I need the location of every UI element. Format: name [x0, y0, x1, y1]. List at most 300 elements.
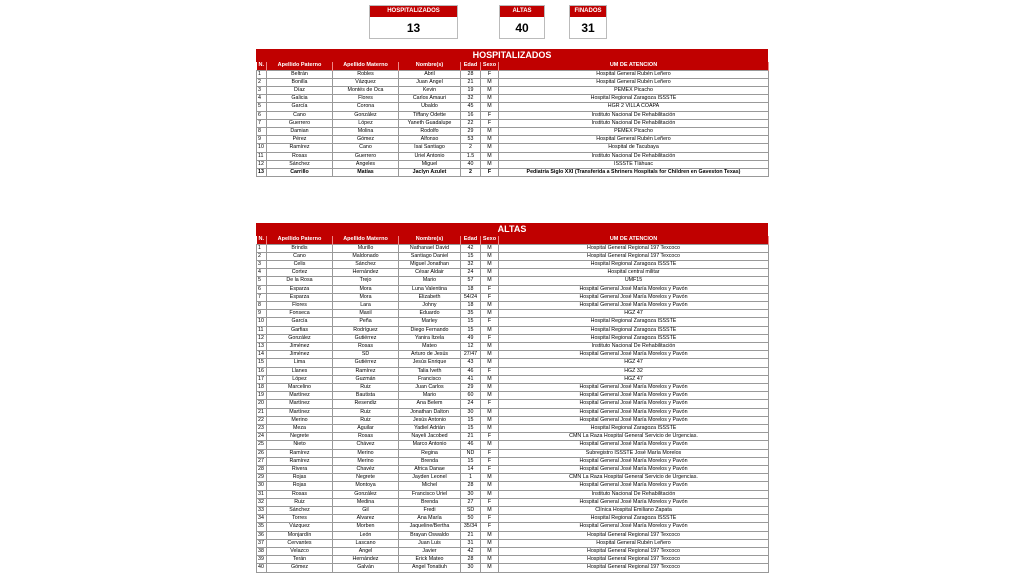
table-row [257, 269, 769, 277]
cell-apellido-materno: Ángel [333, 548, 399, 556]
cell-nombres: Uriel Antonio [399, 152, 461, 160]
cell-um-atencion: ISSSTE Tlàhuac [499, 160, 769, 168]
cell-um-atencion: Hospital General José María Morelos y Pavón [499, 408, 769, 416]
cell-apellido-materno: Merino [333, 457, 399, 465]
cell-n: 19 [257, 392, 267, 400]
cell-n: 11 [257, 152, 267, 160]
cell-edad: 60 [461, 392, 481, 400]
cell-edad: 22 [461, 119, 481, 127]
cell-apellido-materno: Trejo [333, 277, 399, 285]
cell-um-atencion: Hospital Regional Zaragoza ISSSTE [499, 260, 769, 268]
cell-nombres: Tiffany Odette [399, 111, 461, 119]
cell-edad: 18 [461, 301, 481, 309]
cell-sexo: M [481, 310, 499, 318]
cell-edad: 19 [461, 86, 481, 94]
cell-edad: 21 [461, 78, 481, 86]
cell-um-atencion: Hospital Regional Zaragoza ISSSTE [499, 334, 769, 342]
cell-um-atencion: Hospital General Regional 197 Texcoco [499, 556, 769, 564]
cell-apellido-paterno: Vázquez [267, 523, 333, 531]
cell-n: 27 [257, 457, 267, 465]
table-row [257, 392, 769, 400]
cell-n: 35 [257, 523, 267, 531]
cell-nombres: Brayan Oswaldo [399, 531, 461, 539]
cell-edad: 28 [461, 556, 481, 564]
cell-n: 20 [257, 400, 267, 408]
table-row [257, 375, 769, 383]
cell-apellido-paterno: Marcelino [267, 383, 333, 391]
cell-apellido-materno: Chávez [333, 441, 399, 449]
col-header-nombres: Nombre(s) [399, 236, 461, 244]
table-row [257, 359, 769, 367]
table-row [257, 539, 769, 547]
cell-nombres: Jesús Antonio [399, 416, 461, 424]
cell-apellido-materno: Robles [333, 70, 399, 78]
cell-um-atencion: Instituto Nacional De Rehabilitación [499, 490, 769, 498]
table-row [257, 70, 769, 78]
cell-edad: 15 [461, 326, 481, 334]
cell-apellido-materno: Matías [333, 168, 399, 176]
cell-n: 3 [257, 86, 267, 94]
cell-n: 1 [257, 244, 267, 252]
cell-n: 8 [257, 127, 267, 135]
cell-apellido-paterno: Nieto [267, 441, 333, 449]
cell-um-atencion: Hospital General José María Morelos y Pavón [499, 351, 769, 359]
cell-apellido-materno: Rodríguez [333, 326, 399, 334]
table-row [257, 482, 769, 490]
cell-sexo: F [481, 168, 499, 176]
cell-nombres: Regina [399, 449, 461, 457]
cell-apellido-paterno: Damian [267, 127, 333, 135]
cell-apellido-paterno: Ruiz [267, 498, 333, 506]
cell-apellido-paterno: Esparza [267, 293, 333, 301]
cell-n: 11 [257, 326, 267, 334]
cell-edad: 14 [461, 465, 481, 473]
cell-n: 31 [257, 490, 267, 498]
cell-edad: 2 [461, 144, 481, 152]
cell-um-atencion: Pediatría Siglo XXI (Transferida a Shriners Hospitals for Children en Gaveston Texas) [499, 168, 769, 176]
cell-edad: 15 [461, 252, 481, 260]
cell-um-atencion: HGZ 47 [499, 310, 769, 318]
cell-apellido-paterno: López [267, 375, 333, 383]
cell-n: 18 [257, 383, 267, 391]
cell-sexo: M [481, 375, 499, 383]
table-row [257, 465, 769, 473]
cell-edad: 29 [461, 383, 481, 391]
cell-nombres: Jesús Enrique [399, 359, 461, 367]
cell-nombres: Nathanael David [399, 244, 461, 252]
cell-nombres: África Danae [399, 465, 461, 473]
cell-apellido-materno: Maxil [333, 310, 399, 318]
cell-n: 7 [257, 293, 267, 301]
hospitalizados-section [256, 49, 768, 177]
cell-um-atencion: Hospital General Regional 197 Texcoco [499, 252, 769, 260]
table-row [257, 416, 769, 424]
table-row [257, 507, 769, 515]
cell-nombres: Diego Fernando [399, 326, 461, 334]
cell-edad: 1.5 [461, 152, 481, 160]
cell-edad: 24 [461, 400, 481, 408]
cell-edad: 27/47 [461, 351, 481, 359]
cell-n: 4 [257, 269, 267, 277]
cell-nombres: Nayeli Jacobed [399, 433, 461, 441]
cell-apellido-materno: Ramírez [333, 367, 399, 375]
cell-sexo: M [481, 482, 499, 490]
cell-n: 4 [257, 95, 267, 103]
cell-apellido-paterno: Llanes [267, 367, 333, 375]
cell-apellido-paterno: Beltrán [267, 70, 333, 78]
cell-sexo: M [481, 564, 499, 572]
cell-sexo: M [481, 424, 499, 432]
cell-n: 3 [257, 260, 267, 268]
cell-apellido-paterno: Martínez [267, 400, 333, 408]
table-row [257, 285, 769, 293]
cell-nombres: Jonathan Dalton [399, 408, 461, 416]
table-row [257, 498, 769, 506]
col-header-apellido-materno: Apellido Materno [333, 62, 399, 70]
cell-sexo: M [481, 160, 499, 168]
table-row [257, 383, 769, 391]
hospitalizados-summary-label: HOSPITALIZADOS [370, 6, 457, 17]
table-row [257, 556, 769, 564]
table-row [257, 310, 769, 318]
cell-sexo: F [481, 433, 499, 441]
cell-apellido-paterno: Jiménez [267, 342, 333, 350]
cell-apellido-materno: Ruiz [333, 408, 399, 416]
cell-n: 28 [257, 465, 267, 473]
cell-um-atencion: Subregistro ISSSTE José María Morelos [499, 449, 769, 457]
cell-edad: 30 [461, 490, 481, 498]
cell-apellido-paterno: García [267, 103, 333, 111]
cell-n: 13 [257, 168, 267, 176]
cell-sexo: F [481, 367, 499, 375]
cell-um-atencion: Hospital General Regional 197 Texcoco [499, 564, 769, 572]
cell-sexo: M [481, 531, 499, 539]
cell-apellido-materno: León [333, 531, 399, 539]
cell-nombres: Jaqueline/Bertha [399, 523, 461, 531]
cell-apellido-materno: Guzmán [333, 375, 399, 383]
cell-n: 26 [257, 449, 267, 457]
cell-apellido-materno: Morben [333, 523, 399, 531]
cell-um-atencion: Clínica Hospital Emiliano Zapata [499, 507, 769, 515]
altas-header-row [257, 236, 769, 244]
cell-n: 2 [257, 252, 267, 260]
cell-n: 25 [257, 441, 267, 449]
cell-nombres: Carlos Amauri [399, 95, 461, 103]
cell-um-atencion: Hospital General José María Morelos y Pavón [499, 400, 769, 408]
cell-n: 9 [257, 136, 267, 144]
cell-apellido-paterno: Meza [267, 424, 333, 432]
cell-nombres: Arturo de Jesús [399, 351, 461, 359]
cell-apellido-paterno: Pérez [267, 136, 333, 144]
cell-um-atencion: Instituto Nacional De Rehabilitación [499, 152, 769, 160]
cell-nombres: Yadiel Adrián [399, 424, 461, 432]
hospitalizados-summary-value: 13 [406, 21, 421, 35]
cell-edad: 29 [461, 127, 481, 135]
cell-sexo: M [481, 408, 499, 416]
table-row [257, 351, 769, 359]
cell-apellido-materno: Negrete [333, 474, 399, 482]
cell-um-atencion: HGR 2 VILLA COAPA [499, 103, 769, 111]
table-row [257, 95, 769, 103]
cell-um-atencion: PEMEX Picacho [499, 86, 769, 94]
cell-n: 5 [257, 103, 267, 111]
cell-nombres: Jayden Leonel [399, 474, 461, 482]
cell-apellido-paterno: Cano [267, 111, 333, 119]
cell-n: 23 [257, 424, 267, 432]
cell-sexo: F [481, 111, 499, 119]
cell-edad: 57 [461, 277, 481, 285]
cell-sexo: F [481, 293, 499, 301]
cell-edad: 43 [461, 359, 481, 367]
cell-sexo: M [481, 95, 499, 103]
cell-nombres: Mario [399, 277, 461, 285]
cell-nombres: Ana Belem [399, 400, 461, 408]
cell-n: 6 [257, 285, 267, 293]
cell-apellido-materno: Galván [333, 564, 399, 572]
cell-apellido-materno: Rosas [333, 433, 399, 441]
cell-apellido-materno: Molina [333, 127, 399, 135]
cell-um-atencion: Hospital General José María Morelos y Pavón [499, 285, 769, 293]
cell-apellido-materno: Corona [333, 103, 399, 111]
cell-sexo: M [481, 127, 499, 135]
cell-sexo: M [481, 474, 499, 482]
cell-um-atencion: Hospital General Rubén Leñero [499, 70, 769, 78]
cell-sexo: M [481, 269, 499, 277]
cell-nombres: Johny [399, 301, 461, 309]
cell-um-atencion: Hospital General José María Morelos y Pavón [499, 441, 769, 449]
cell-um-atencion: Hospital General José María Morelos y Pavón [499, 482, 769, 490]
cell-um-atencion: Hospital Regional Zaragoza ISSSTE [499, 326, 769, 334]
cell-nombres: César Aldair [399, 269, 461, 277]
cell-apellido-paterno: Guerrero [267, 119, 333, 127]
cell-edad: 46 [461, 367, 481, 375]
table-row [257, 457, 769, 465]
cell-um-atencion: Hospital General Rubén Leñero [499, 78, 769, 86]
finados-summary-label: FINADOS [570, 6, 606, 17]
table-row [257, 293, 769, 301]
cell-edad: 27 [461, 498, 481, 506]
cell-edad: 42 [461, 244, 481, 252]
cell-edad: 35/34 [461, 523, 481, 531]
cell-n: 5 [257, 277, 267, 285]
cell-apellido-paterno: Velazco [267, 548, 333, 556]
cell-sexo: M [481, 301, 499, 309]
cell-apellido-materno: Gutiérrez [333, 359, 399, 367]
cell-apellido-paterno: De la Rosa [267, 277, 333, 285]
cell-um-atencion: Hospital General José María Morelos y Pavón [499, 457, 769, 465]
cell-sexo: M [481, 351, 499, 359]
cell-apellido-paterno: Lima [267, 359, 333, 367]
cell-nombres: Francisco Uriel [399, 490, 461, 498]
cell-nombres: Isai Santiago [399, 144, 461, 152]
cell-apellido-paterno: Rojas [267, 474, 333, 482]
col-header-n: N. [257, 62, 267, 70]
cell-apellido-materno: Ruiz [333, 416, 399, 424]
cell-sexo: F [481, 498, 499, 506]
cell-nombres: Miguel Jonathan [399, 260, 461, 268]
cell-n: 38 [257, 548, 267, 556]
cell-apellido-materno: Gutiérrez [333, 334, 399, 342]
cell-nombres: Ana María [399, 515, 461, 523]
cell-um-atencion: Hospital General Regional 197 Texcoco [499, 531, 769, 539]
cell-apellido-materno: SD [333, 351, 399, 359]
cell-apellido-paterno: Flores [267, 301, 333, 309]
cell-sexo: F [481, 70, 499, 78]
cell-um-atencion: Hospital General Regional 197 Texcoco [499, 548, 769, 556]
cell-sexo: F [481, 334, 499, 342]
cell-apellido-materno: Flores [333, 95, 399, 103]
cell-apellido-materno: González [333, 490, 399, 498]
cell-apellido-materno: Hernández [333, 269, 399, 277]
cell-n: 6 [257, 111, 267, 119]
cell-sexo: F [481, 285, 499, 293]
cell-n: 22 [257, 416, 267, 424]
cell-apellido-paterno: González [267, 334, 333, 342]
cell-um-atencion: HGZ 32 [499, 367, 769, 375]
col-header-sexo: Sexo [481, 236, 499, 244]
cell-nombres: Yanira Itzela [399, 334, 461, 342]
cell-apellido-materno: Gil [333, 507, 399, 515]
cell-n: 17 [257, 375, 267, 383]
cell-nombres: Talia Iveth [399, 367, 461, 375]
cell-nombres: Luna Valentina [399, 285, 461, 293]
cell-apellido-paterno: Fonseca [267, 310, 333, 318]
cell-edad: 1 [461, 474, 481, 482]
cell-edad: 50 [461, 515, 481, 523]
table-row [257, 318, 769, 326]
cell-n: 24 [257, 433, 267, 441]
cell-nombres: Brenda [399, 498, 461, 506]
cell-nombres: Jaclyn Azulet [399, 168, 461, 176]
cell-sexo: F [481, 318, 499, 326]
cell-edad: 32 [461, 95, 481, 103]
cell-um-atencion: Hospital General José María Morelos y Pavón [499, 523, 769, 531]
altas-table-title: ALTAS [256, 223, 768, 236]
table-row [257, 127, 769, 135]
cell-um-atencion: CMN La Raza Hospital General Servicio de Urgencias. [499, 474, 769, 482]
cell-sexo: M [481, 260, 499, 268]
table-row [257, 523, 769, 531]
cell-nombres: Eduardo [399, 310, 461, 318]
hospitalizados-table-title: HOSPITALIZADOS [256, 49, 768, 62]
hospitalizados-table-body [257, 70, 769, 177]
cell-nombres: Elizabeth [399, 293, 461, 301]
cell-apellido-paterno: Cortez [267, 269, 333, 277]
cell-um-atencion: Hospital General José María Morelos y Pavón [499, 383, 769, 391]
cell-um-atencion: Hospital General José María Morelos y Pavón [499, 498, 769, 506]
table-row [257, 531, 769, 539]
cell-sexo: M [481, 136, 499, 144]
cell-nombres: Brenda [399, 457, 461, 465]
cell-um-atencion: Hospital General Regional 197 Texcoco [499, 244, 769, 252]
table-row [257, 408, 769, 416]
cell-apellido-materno: Maldonado [333, 252, 399, 260]
cell-um-atencion: Hospital Regional Zaragoza ISSSTE [499, 318, 769, 326]
col-header-sexo: Sexo [481, 62, 499, 70]
cell-um-atencion: UMF15 [499, 277, 769, 285]
cell-edad: 30 [461, 408, 481, 416]
cell-n: 34 [257, 515, 267, 523]
cell-edad: 35 [461, 310, 481, 318]
cell-n: 12 [257, 334, 267, 342]
cell-um-atencion: Hospital General José María Morelos y Pavón [499, 465, 769, 473]
cell-sexo: M [481, 277, 499, 285]
cell-sexo: M [481, 342, 499, 350]
cell-sexo: F [481, 457, 499, 465]
cell-nombres: Ángel Tonatiuh [399, 564, 461, 572]
cell-nombres: Yaneth Guadalupe [399, 119, 461, 127]
cell-sexo: M [481, 556, 499, 564]
cell-sexo: M [481, 78, 499, 86]
cell-um-atencion: Hospital Regional Zaragoza ISSSTE [499, 95, 769, 103]
cell-edad: 15 [461, 416, 481, 424]
cell-apellido-materno: Bautista [333, 392, 399, 400]
table-row [257, 301, 769, 309]
cell-n: 16 [257, 367, 267, 375]
cell-sexo: M [481, 86, 499, 94]
cell-apellido-paterno: Negrete [267, 433, 333, 441]
cell-edad: 42 [461, 548, 481, 556]
table-row [257, 326, 769, 334]
cell-edad: 32 [461, 260, 481, 268]
cell-apellido-materno: Rosas [333, 342, 399, 350]
cell-sexo: M [481, 144, 499, 152]
cell-apellido-materno: Aguilar [333, 424, 399, 432]
cell-um-atencion: Hospital Regional Zaragoza ISSSTE [499, 424, 769, 432]
cell-apellido-paterno: Esparza [267, 285, 333, 293]
table-row [257, 400, 769, 408]
cell-apellido-paterno: Rivera [267, 465, 333, 473]
cell-n: 33 [257, 507, 267, 515]
cell-sexo: F [481, 449, 499, 457]
cell-n: 13 [257, 342, 267, 350]
cell-apellido-paterno: Sánchez [267, 507, 333, 515]
cell-apellido-paterno: Torres [267, 515, 333, 523]
cell-edad: 45 [461, 103, 481, 111]
cell-nombres: Juan Carlos [399, 383, 461, 391]
altas-section [256, 223, 768, 573]
cell-n: 14 [257, 351, 267, 359]
col-header-edad: Edad [461, 62, 481, 70]
cell-nombres: Mario [399, 392, 461, 400]
cell-apellido-materno: Sánchez [333, 260, 399, 268]
cell-apellido-materno: Alvarez [333, 515, 399, 523]
cell-apellido-paterno: Ramírez [267, 449, 333, 457]
cell-um-atencion: Hospital General José María Morelos y Pavón [499, 392, 769, 400]
cell-n: 7 [257, 119, 267, 127]
cell-nombres: Miguel [399, 160, 461, 168]
cell-apellido-materno: Cano [333, 144, 399, 152]
cell-apellido-materno: Lara [333, 301, 399, 309]
altas-table [256, 236, 769, 573]
cell-n: 9 [257, 310, 267, 318]
cell-um-atencion: Hospital General Rubén Leñero [499, 136, 769, 144]
cell-apellido-materno: González [333, 111, 399, 119]
cell-n: 15 [257, 359, 267, 367]
table-row [257, 564, 769, 572]
cell-sexo: M [481, 539, 499, 547]
cell-nombres: Michel [399, 482, 461, 490]
cell-sexo: M [481, 490, 499, 498]
cell-sexo: M [481, 416, 499, 424]
table-row [257, 367, 769, 375]
cell-n: 21 [257, 408, 267, 416]
hospitalizados-summary-card [369, 5, 458, 39]
table-row [257, 86, 769, 94]
cell-n: 29 [257, 474, 267, 482]
cell-n: 10 [257, 144, 267, 152]
cell-apellido-paterno: Ramírez [267, 457, 333, 465]
